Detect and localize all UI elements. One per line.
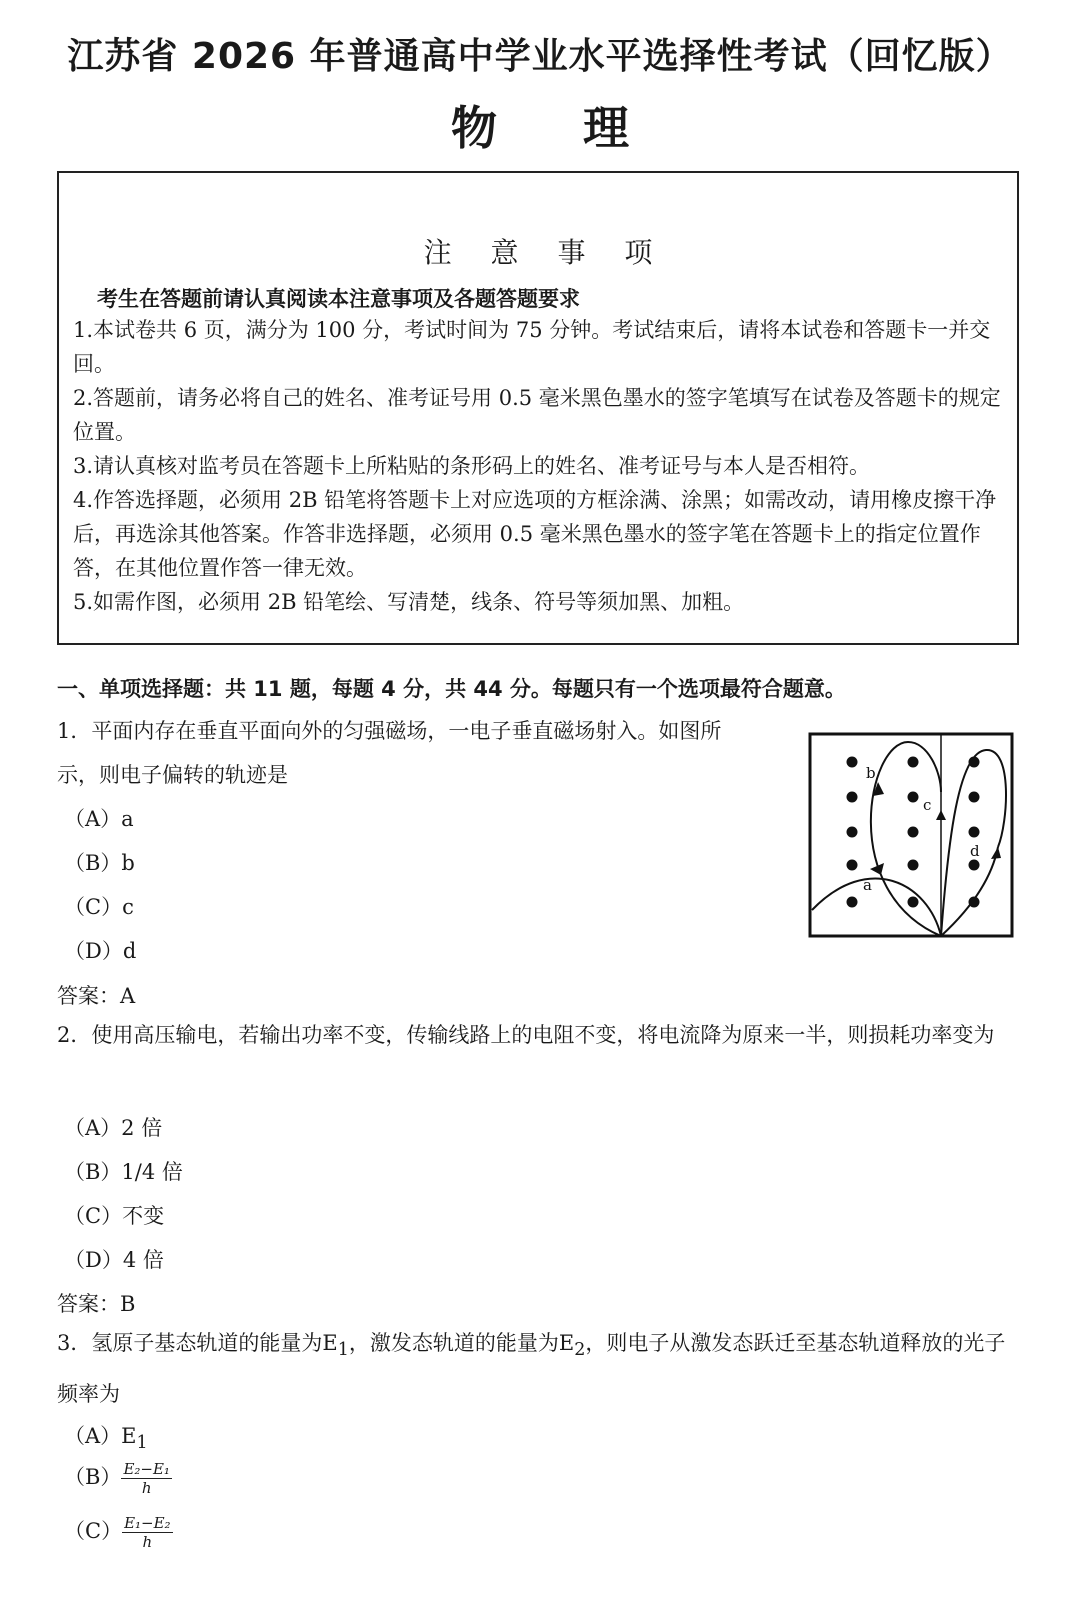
q2-answer: 答案：B [57, 1292, 136, 1316]
q3-option-c: （C） $\frac{\text{E₁−E₂}}{h}$ [64, 1514, 171, 1551]
q2-option-d: （D）4 倍 [64, 1248, 164, 1272]
q1-option-d: （D）d [64, 939, 137, 963]
q3-option-a: $(A)E_1$ [64, 1424, 148, 1454]
q2-option-c: （C）不变 [64, 1204, 165, 1228]
notice-intro: 考生在答题前请认真阅读本注意事项及各题答题要求 [97, 287, 580, 311]
label-c: c [923, 796, 932, 814]
notice-box [57, 171, 1019, 645]
notice-item-2: 2.答题前，请务必将自己的姓名、准考证号用 0.5 毫米黑色墨水的签字笔填写在试卷及答题卡的规定位置。 [73, 386, 1001, 444]
q1-answer: 答案：A [57, 984, 136, 1008]
magnetic-field-figure [808, 732, 1014, 938]
q1-stem-line1: 1．平面内存在垂直平面向外的匀强磁场，一电子垂直磁场射入。如图所 [57, 719, 722, 743]
trajectory-a [812, 878, 941, 936]
notice-item-5: 5.如需作图，必须用 2B 铅笔绘、写清楚，线条、符号等须加黑、加粗。 [73, 590, 745, 614]
q2-option-a: （A）2 倍 [64, 1116, 163, 1140]
label-a: a [863, 876, 872, 894]
notice-items [73, 313, 1007, 619]
q3-option-b: （B） $\frac{\text{E₂−E₁}}{h}$ [64, 1460, 170, 1497]
q2-stem: 2．使用高压输电，若输出功率不变，传输线路上的电阻不变，将电流降为原来一半，则损耗功率变为 [57, 1023, 995, 1047]
exam-title: 江苏省 2026 年普通高中学业水平选择性考试（回忆版） [67, 36, 1013, 77]
q2-option-b: （B）1/4 倍 [64, 1160, 183, 1184]
q1-stem-line2: 示，则电子偏转的轨迹是 [57, 763, 288, 787]
label-d: d [970, 842, 980, 860]
q1-option-b: （B）b [64, 851, 135, 875]
arrowheads [870, 782, 1001, 875]
q3-option-b-fraction: $\frac{\text{E₂−E₁}}{h}$ [123, 1460, 170, 1497]
trajectory-d-end [941, 847, 998, 936]
notice-item-3: 3.请认真核对监考员在答题卡上所粘贴的条形码上的姓名、准考证号与本人是否相符。 [73, 454, 871, 478]
q3-stem: 3．氢原子基态轨道的能量为$E_1$，激发态轨道的能量为$E_2$，则电子从激发态跃迁至基态轨道释放的光子频率为 [57, 1331, 1006, 1407]
section-title: 一、单项选择题：共 11 题，每题 4 分，共 44 分。每题只有一个选项最符合题意。 [57, 677, 846, 701]
subject-title: 物 理 [450, 101, 629, 155]
notice-item-4: 4.作答选择题，必须用 2B 铅笔将答题卡上对应选项的方框涂满、涂黑；如需改动，请用橡皮擦干净后，再选涂其他答案。作答非选择题，必须用 0.5 毫米黑色墨水的签字笔在答题卡上的指定位置作答，在其他位置作答一律无效。 [73, 488, 997, 580]
notice-heading: 注 意 事 项 [423, 236, 653, 269]
q3-option-c-fraction: $\frac{\text{E₁−E₂}}{h}$ [124, 1514, 171, 1551]
trajectory-c [871, 742, 941, 936]
q1-option-c: （C）c [64, 895, 134, 919]
notice-item-1: 1.本试卷共 6 页，满分为 100 分，考试时间为 75 分钟。考试结束后，请将本试卷和答题卡一并交回。 [73, 318, 991, 376]
q1-option-a: （A）a [64, 807, 134, 831]
label-b: b [866, 764, 876, 782]
